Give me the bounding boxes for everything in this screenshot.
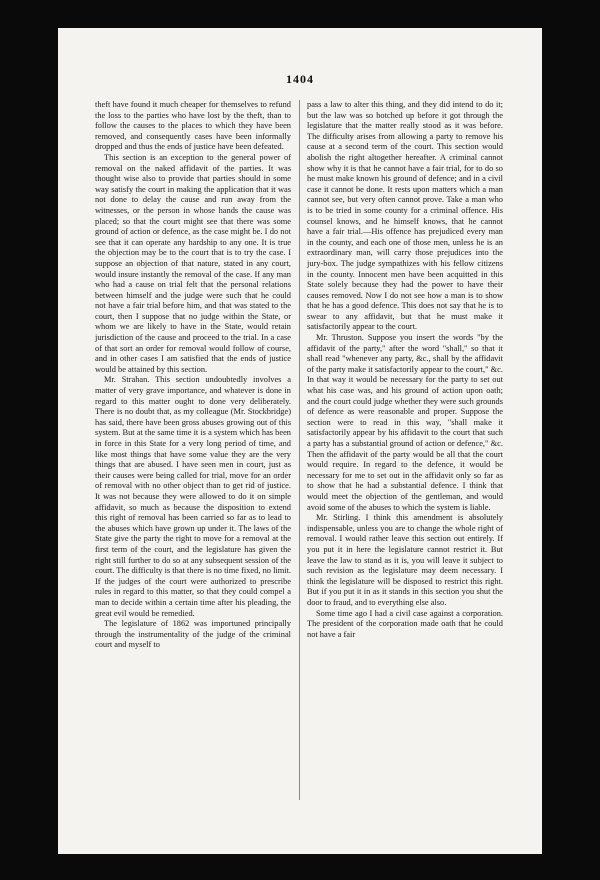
column-divider: [299, 100, 300, 800]
paragraph: Mr. Strahan. This section undoubtedly involves a matter of very grave importance, and whatever is done in regard to this matter ought to done very deliberately. There is no doubt that, as my colleague (Mr. Stockbridge) has said, there have been gross abuses growing out of this system. But at the same time it is a system which has been in force in this State for a very long period of time, and like most things that have some value they are the very things that are abused. I have seen men in court, just as their causes were being called for trial, move for an order of removal with no other object than to get rid of justice. It was not because they were allowed to do it on simple affidavit, so much as because the disposition to extend this right of removal has been carried so far as to lead to the abuses which have grown up under it. The laws of the State give the party the right to move for a removal at the first term of the court, and the legislature has given the right still further to do so at any subsequent session of the court. The difficulty is that there is no time fixed, no limit. If the judges of the court were authorized to prescribe rules in regard to this matter, so that they could compel a man to decide within a certain time after his pleading, the great evil would be remedied.: [95, 375, 291, 618]
page-number: 1404: [286, 72, 314, 86]
right-column: [307, 100, 503, 640]
paragraph: The legislature of 1862 was importuned principally through the instrumentality of the judge of the criminal court and myself to: [95, 619, 291, 650]
paragraph: theft have found it much cheaper for themselves to refund the loss to the parties who have lost by the theft, than to follow the causes to the places to which they have been removed, and consequently cases have been informally dropped and thus the ends of justice have been defeated.: [95, 100, 291, 152]
paragraph: This section is an exception to the general power of removal on the naked affidavit of the parties. It was thought wise also to provide that parties should in some way satisfy the court in making the application that it was not done to delay the cause and run away from the witnesses, or the person in whose hands the cause was placed; so that the court might see that there was some ground of action or defence, as the case might be. I do not see that it can operate any hardship to any one. It is true the objection may be to the court that is to try the case. I suppose an objection of that nature, stated in any court, would insure instantly the removal of the case. If any man who had a cause on trial felt that the personal relations between himself and the judge were such that he could not have a fair trial before him, and that was stated to the court, then I suppose that no judge within the State, or whom we are likely to have in the State, would retain jurisdiction of the cause and proceed to the trial. In a case of that sort an order for removal would follow of course, and in other cases I am satisfied that the ends of justice would be attained by this section.: [95, 152, 291, 374]
paragraph: Mr. Stirling. I think this amendment is absolutely indispensable, unless you are to change the whole right of removal. I would rather leave this section out entirely. If you put it in here the legislature cannot restrict it. But leave the law to stand as it is, you will leave it subject to such revision as the legislature may deem necessary. I think the legislature will be disposed to restrict this right. But if you put it in as it stands in this section you shut the door to fraud, and to everything else also.: [307, 513, 503, 607]
paragraph: Some time ago I had a civil case against a corporation. The president of the corporation made oath that he could not have a fair: [307, 608, 503, 639]
paragraph: Mr. Thruston. Suppose you insert the words "by the affidavit of the party," after the word "shall," so that it shall read "whenever any party, &c., shall by the affidavit of the party make it satisfactorily appear to the court," &c. In that way it would be necessary for the party to set out what his case was, and his ground of action upon oath; and the court could judge whether they were such grounds of defence as were reasonable and proper. Suppose the section were to read in this way, "shall make it satisfactorily appear by his affidavit to the court that such a party has a substantial ground of action or defence," &c. Then the affidavit of the party would be all that the court would require. In regard to the defence, it would be necessary for me to set out in the affidavit only so far as to show that he had a substantial defence. I think that would meet the objection of the gentleman, and would avoid some of the abuses to which the system is liable.: [307, 333, 503, 512]
left-column: [95, 100, 291, 651]
paragraph: pass a law to alter this thing, and they did intend to do it; but the law was so botched up before it got through the legislature that the matter really stood as it was before. The difficulty arises from allowing a party to remove his cause at a second term of the court. This section would abolish the right altogether hereafter. A criminal cannot show why it is that he cannot have a fair trial, for to do so he must make known his ground of defence; and in a civil case it cannot be done. It rests upon matters which a man cannot see, but very often cannot prove. Take a man who is to be tried in some county for a criminal offence. His counsel knows, and he himself knows, that he cannot have a fair trial.—His offence has prejudiced every man in the county, and each one of those men, unless he is an extraordinary man, will carry those prejudices into the jury-box. The judge sympathizes with his fellow citizens in the county. Innocent men have been acquitted in this State solely because they had the power to have their causes removed. Now I do not see how a man is to show that he has a good defence. This does not say that he is to swear to any affidavit, but that he must make it satisfactorily appear to the court.: [307, 100, 503, 332]
document-page: [58, 28, 542, 854]
